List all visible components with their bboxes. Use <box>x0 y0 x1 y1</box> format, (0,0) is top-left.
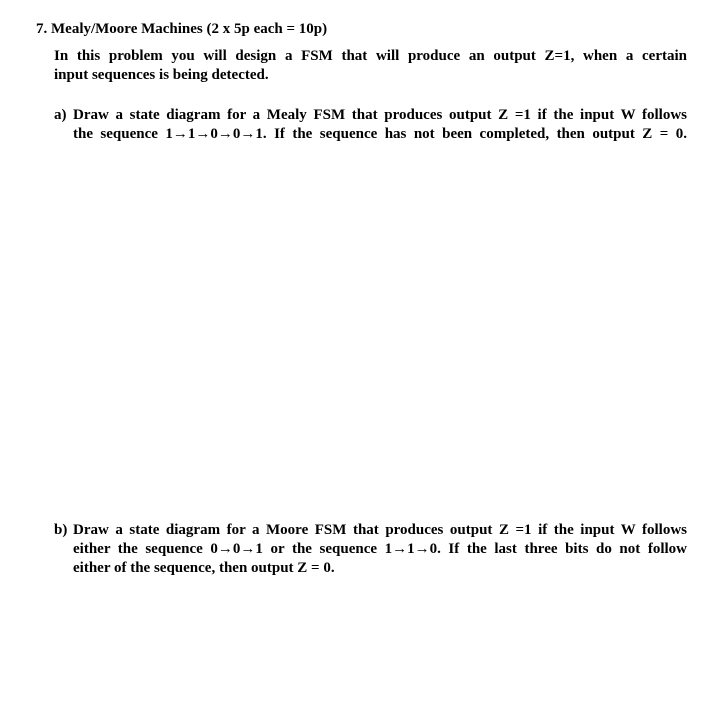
part-a <box>54 106 690 144</box>
part-b-label: b) <box>54 522 68 538</box>
part-b-line: either of the sequence, then output Z = 0. <box>73 560 335 576</box>
part-a-line: the sequence 1→1→0→0→1. If the sequence has not been completed, then output Z = 0. <box>73 126 687 142</box>
answer-space-a[interactable] <box>36 150 686 510</box>
part-b-line: either the sequence 0→0→1 or the sequence 1→1→0. If the last three bits do not follow <box>73 541 687 557</box>
intro-line: In this problem you will design a FSM that will produce an output Z=1, when a certain <box>54 48 687 64</box>
part-b-line: Draw a state diagram for a Moore FSM that produces output Z =1 if the input W follows <box>73 522 687 538</box>
part-a-text <box>73 106 687 144</box>
intro-line: input sequences is being detected. <box>54 67 269 83</box>
part-a-line: Draw a state diagram for a Mealy FSM that produces output Z =1 if the input W follows <box>73 107 687 123</box>
part-b-text <box>73 521 687 578</box>
part-b <box>54 521 690 578</box>
answer-space-b[interactable] <box>36 585 686 700</box>
problem-intro <box>54 47 687 85</box>
part-a-label: a) <box>54 107 67 123</box>
problem-heading: 7. Mealy/Moore Machines (2 x 5p each = 10p) <box>36 21 328 37</box>
